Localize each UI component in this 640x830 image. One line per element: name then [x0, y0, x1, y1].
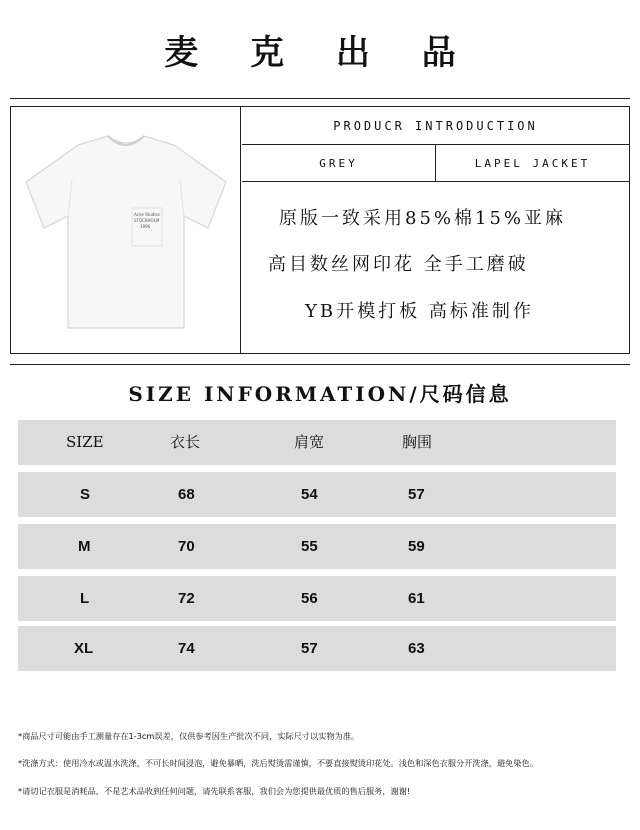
- brand-title: 麦 克 出 品: [164, 32, 476, 73]
- size-label: XL: [74, 640, 94, 657]
- chest-value: 61: [408, 590, 425, 607]
- header-length: 衣长: [170, 433, 201, 451]
- header-shoulder: 肩宽: [294, 433, 325, 451]
- product-description: [242, 183, 629, 353]
- length-value: 74: [178, 640, 195, 657]
- chest-value: 59: [408, 538, 425, 555]
- table-row: [18, 524, 616, 569]
- tshirt-image: [16, 110, 236, 350]
- note-washing: *洗涤方式：使用冷水或温水洗涤，不可长时间浸泡，避免暴晒，洗后熨烫需谨慎，不要直接熨烫印花处。浅色和深色衣服分开洗涤，避免染色。: [18, 758, 538, 768]
- note-service: *请切记衣服是消耗品，不是艺术品收到任何问题，请先联系客服，我们会为您提供最优质的售后服务，谢谢!: [18, 786, 411, 796]
- shoulder-value: 55: [301, 538, 318, 555]
- product-image: [11, 107, 241, 353]
- shoulder-value: 56: [301, 590, 318, 607]
- header-chest: 胸围: [402, 433, 433, 451]
- shoulder-value: 54: [301, 486, 318, 503]
- chest-value: 63: [408, 640, 425, 657]
- desc-line-3: YB开模打板 高标准制作: [305, 301, 534, 322]
- length-value: 68: [178, 486, 195, 503]
- brand-header: [0, 0, 640, 98]
- table-row: [18, 626, 616, 671]
- size-section-title: SIZE INFORMATION/尺码信息: [128, 382, 512, 406]
- tshirt-print-line-2: STOCKHOLM: [133, 218, 159, 223]
- size-label: M: [78, 538, 91, 555]
- color-cell: GREY: [242, 145, 436, 181]
- table-row: [18, 472, 616, 517]
- desc-line-2: 高目数丝网印花 全手工磨破: [268, 254, 529, 275]
- tshirt-print-line-3: 1996: [139, 224, 150, 229]
- chest-value: 57: [408, 486, 425, 503]
- product-intro-table: [10, 106, 630, 354]
- length-value: 70: [178, 538, 195, 555]
- length-value: 72: [178, 590, 195, 607]
- note-measurement: *商品尺寸可能由手工测量存在1-3cm误差，仅供参考因生产批次不同，实际尺寸以实物为准。: [18, 731, 360, 741]
- size-label: S: [80, 486, 91, 503]
- spec-row: [242, 145, 629, 182]
- desc-line-1: 原版一致采用85%棉15%亚麻: [279, 208, 567, 229]
- intro-title: PRODUCR INTRODUCTION: [242, 107, 629, 145]
- size-header-row: [18, 420, 616, 465]
- header-size: SIZE: [66, 433, 104, 451]
- divider: [10, 98, 630, 99]
- divider: [10, 364, 630, 365]
- tshirt-print-line-1: Acne Studios: [133, 212, 160, 217]
- size-label: L: [80, 590, 90, 607]
- style-cell: LAPEL JACKET: [474, 156, 591, 170]
- table-row: [18, 576, 616, 621]
- shoulder-value: 57: [301, 640, 318, 657]
